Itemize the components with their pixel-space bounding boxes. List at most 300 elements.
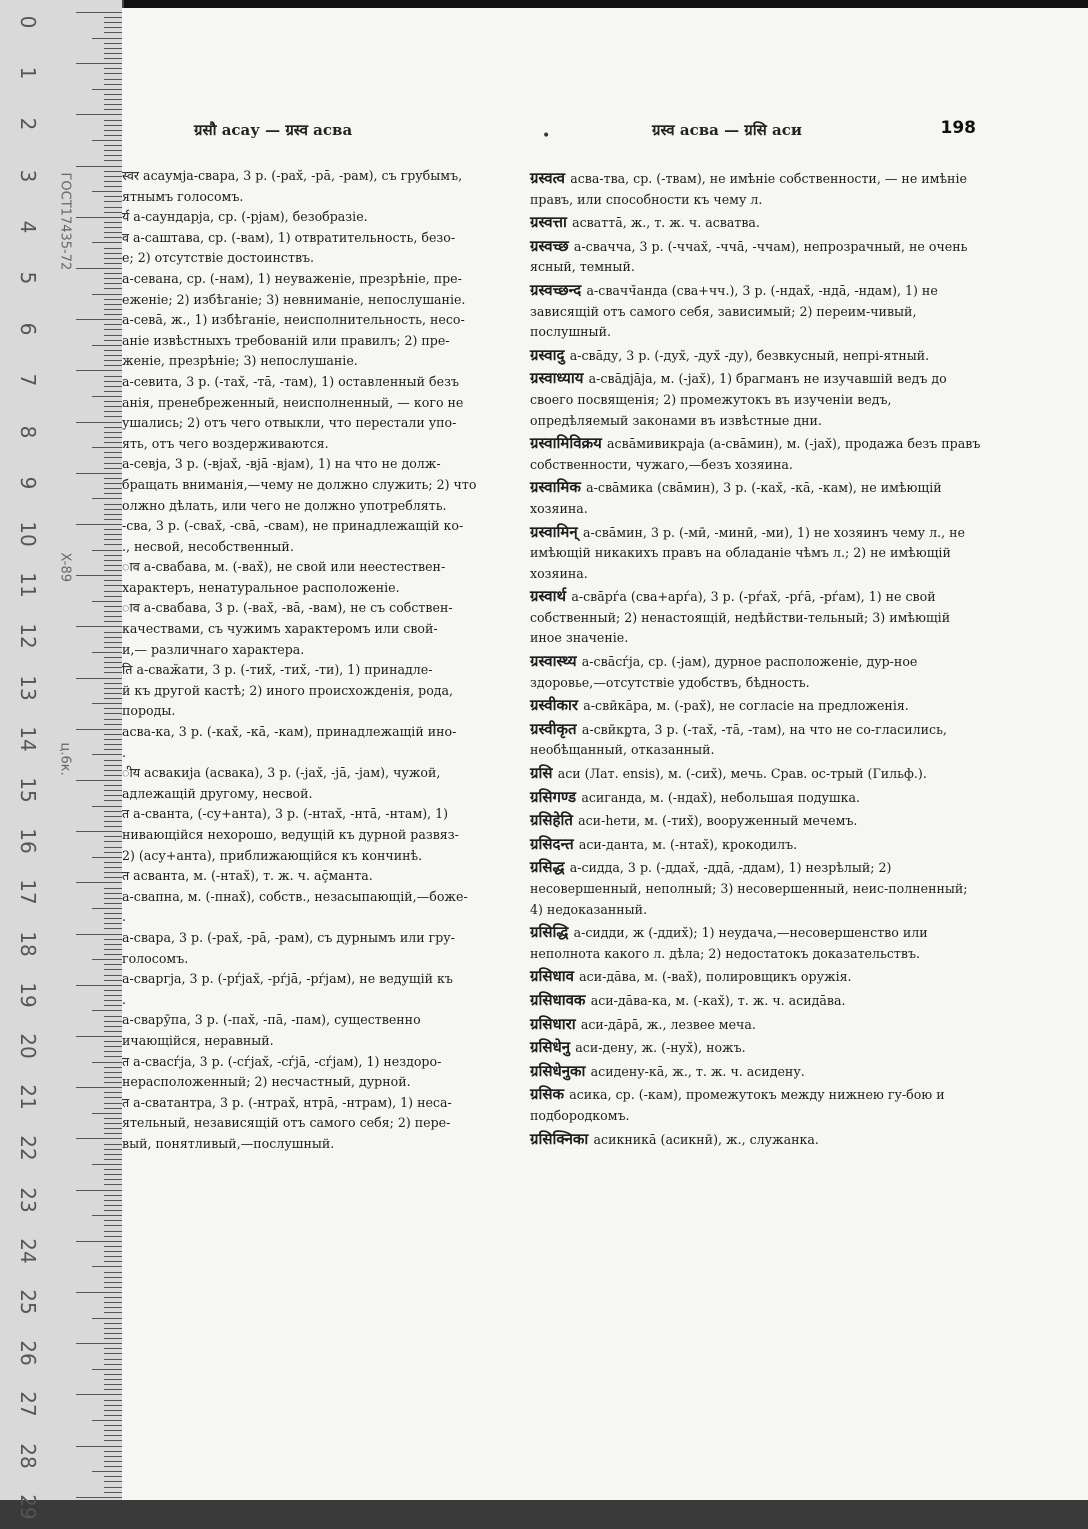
- ruler-tick: [104, 365, 122, 366]
- ruler-tick: [92, 1113, 122, 1114]
- ruler-tick: [104, 606, 122, 607]
- ruler-tick: [104, 944, 122, 945]
- ruler-tick: [104, 534, 122, 535]
- ruler-tick: [104, 73, 122, 74]
- entry-headword: ग्रसिधावक: [530, 990, 591, 1009]
- ruler-tick: [76, 217, 122, 218]
- ruler-tick: [92, 1010, 122, 1011]
- ruler-tick: [104, 416, 122, 417]
- ruler-tick: [104, 519, 122, 520]
- ruler-number: 12: [16, 623, 40, 650]
- entry-definition: аси-данта, м. (-нтах̆), крокодилъ.: [578, 836, 798, 852]
- left-column: [122, 166, 512, 1155]
- ruler-tick: [104, 544, 122, 545]
- ruler-tick: [104, 99, 122, 100]
- ruler-tick: [76, 63, 122, 64]
- ruler-tick: [104, 207, 122, 208]
- ruler-tick: [104, 1200, 122, 1201]
- ruler-tick: [104, 253, 122, 254]
- ruler-tick: [104, 1384, 122, 1385]
- ruler-tick: [104, 713, 122, 714]
- entry-line: нерасположенный; 2) несчастный, дурной.: [122, 1074, 411, 1090]
- dictionary-entry: [530, 966, 982, 988]
- entry-line: характеръ, ненатуральное расположеніе.: [122, 579, 400, 595]
- ruler-tick: [76, 1190, 122, 1191]
- entry-definition: а-сва̄мин, 3 р. (-мӣ, -минӣ, -ми), 1) не хозяинъ чему л., не имѣющій никакихъ правъ на обладаніе чѣмъ л.; 2) не имѣющій хозяина.: [530, 524, 965, 581]
- ruler-tick: [92, 1266, 122, 1267]
- ruler-tick: [104, 1031, 122, 1032]
- ruler-tick: [104, 642, 122, 643]
- ruler-tick: [104, 821, 122, 822]
- ruler-tick: [104, 411, 122, 412]
- ruler-tick: [104, 1026, 122, 1027]
- ruler-tick: [104, 150, 122, 151]
- ruler-tick: [92, 191, 122, 192]
- ruler-tick: [104, 621, 122, 622]
- ruler-tick: [104, 667, 122, 668]
- ruler-tick: [76, 1394, 122, 1395]
- ruler-tick: [104, 1092, 122, 1093]
- ruler-tick: [104, 775, 122, 776]
- ruler-tick: [104, 1067, 122, 1068]
- ruler-tick: [76, 370, 122, 371]
- ruler-number: 17: [16, 879, 40, 906]
- ruler-tick: [92, 550, 122, 551]
- entry-definition: а-сва̄мика (сва̄мин), 3 р. (-ках̆, -ка̄, -кам), не имѣющій хозяина.: [530, 480, 942, 516]
- entry-headword: ग्रस्वार्थ: [530, 587, 572, 606]
- ruler-tick: [104, 1072, 122, 1073]
- ruler-tick: [76, 934, 122, 935]
- ruler-tick: [104, 785, 122, 786]
- entry-headword: ग्रसि: [530, 764, 558, 783]
- ruler-tick: [92, 1318, 122, 1319]
- ruler-number: 7: [16, 374, 40, 387]
- ruler-tick: [76, 319, 122, 320]
- entry-definition: а-сва̄рѓа (сва+арѓа), 3 р. (-рѓах̆, -рѓа̄, -рѓам), 1) не свой собственный; 2) ненастоящій, недѣйстви-тельный; 3) имѣющій иное значеніе.: [530, 589, 951, 646]
- ruler-tick: [104, 560, 122, 561]
- ruler-tick: [104, 1400, 122, 1401]
- ruler-tick: [104, 877, 122, 878]
- ruler-tick: [104, 283, 122, 284]
- entry-line: .: [122, 909, 127, 925]
- entry-definition: а-сва̄сѓја, ср. (-јам), дурное расположеніе, дур-ное здоровье,—отсутствіе удобствъ, бѣдность.: [530, 654, 918, 690]
- ruler-tick: [104, 826, 122, 827]
- ruler-tick: [104, 248, 122, 249]
- ruler-tick: [104, 611, 122, 612]
- entry-definition: асикника̄ (асикнӣ), ж., служанка.: [593, 1131, 819, 1147]
- dictionary-entry: [530, 345, 982, 367]
- ruler-tick: [104, 811, 122, 812]
- ruler-side-label: ГОСТ17435-72: [57, 172, 73, 271]
- entry-line: а-севита, 3 р. (-тах̆, -та̄, -там), 1) оставленный безъ: [122, 373, 459, 389]
- ruler-tick: [104, 493, 122, 494]
- entry-line: व а-саштава, ср. (-вам), 1) отвратительность, безо-: [122, 229, 456, 245]
- ruler-tick: [92, 38, 122, 39]
- ruler-tick: [104, 1021, 122, 1022]
- ruler-tick: [76, 1292, 122, 1293]
- ruler-tick: [76, 114, 122, 115]
- ruler-tick: [92, 447, 122, 448]
- entry-definition: аси-да̄ва-ка, м. (-ках̆), т. ж. ч. асида̄ва.: [590, 992, 846, 1008]
- ruler-tick: [92, 601, 122, 602]
- ruler-tick: [104, 1379, 122, 1380]
- ruler-tick: [104, 688, 122, 689]
- ruler-tick: [104, 1154, 122, 1155]
- ruler-tick: [104, 949, 122, 950]
- ruler-tick: [104, 386, 122, 387]
- ruler-tick: [104, 1195, 122, 1196]
- ruler-number: 21: [16, 1084, 40, 1110]
- ruler-tick: [92, 498, 122, 499]
- ruler-tick: [104, 278, 122, 279]
- ruler-tick: [104, 1430, 122, 1431]
- ruler-tick: [104, 1205, 122, 1206]
- ruler-tick: [104, 350, 122, 351]
- ruler-tick: [104, 355, 122, 356]
- dictionary-entry: [530, 719, 982, 761]
- entry-line: ाव а-свабава, 3 р. (-вах̆, -ва̄, -вам), не съ собствен-: [122, 600, 453, 616]
- ruler-tick: [76, 1241, 122, 1242]
- entry-line: त а-сватантра, 3 р. (-нтрах̆, нтра̄, -нтрам), 1) несa-: [122, 1094, 452, 1110]
- ruler-tick: [76, 780, 122, 781]
- ruler-tick: [76, 678, 122, 679]
- entry-line: голосомъ.: [122, 950, 189, 966]
- ruler-tick: [104, 683, 122, 684]
- ruler-tick: [104, 304, 122, 305]
- ruler-tick: [104, 1128, 122, 1129]
- entry-line: адлежащій другому, несвой.: [122, 785, 313, 801]
- ruler-tick: [104, 1097, 122, 1098]
- ruler-tick: [104, 1359, 122, 1360]
- ruler-tick: [92, 1062, 122, 1063]
- entry-line: ाव а-свабава, м. (-вах̆), не свой или неестествен-: [122, 559, 446, 575]
- ruler-tick: [104, 1364, 122, 1365]
- ruler-tick: [76, 268, 122, 269]
- ruler-tick: [104, 1005, 122, 1006]
- ruler-number: 28: [16, 1442, 40, 1469]
- ruler-number: 29: [16, 1494, 40, 1520]
- entry-definition: а-свачч̆анда (сва+чч.), 3 р. (-ндах̆, -нда̄, -ндам), 1) не зависящій отъ самого себя, зависимый; 2) переим-чивый, послушный.: [530, 282, 938, 340]
- ruler-tick: [104, 724, 122, 725]
- ruler-tick: [104, 442, 122, 443]
- ruler-tick: [104, 27, 122, 28]
- ruler-tick: [104, 1405, 122, 1406]
- entry-line: त а-свасѓја, 3 р. (-сѓјах̆, -сѓја̄, -сѓјам), 1) нездоро-: [122, 1053, 442, 1069]
- ruler-tick: [104, 1307, 122, 1308]
- ruler-number: 23: [16, 1186, 40, 1213]
- entry-line: र्य а-саундарја, ср. (-рјам), безобразіе.: [122, 209, 368, 225]
- dictionary-entry: [530, 236, 982, 278]
- ruler-tick: [104, 1077, 122, 1078]
- ruler-tick: [104, 1333, 122, 1334]
- ruler-tick: [92, 1215, 122, 1216]
- dictionary-entry: [530, 433, 982, 475]
- entry-definition: асиганда, м. (-ндах̆), небольшая подушка.: [581, 789, 860, 805]
- ruler-tick: [104, 872, 122, 873]
- ruler-tick: [104, 898, 122, 899]
- ruler-tick: [104, 1225, 122, 1226]
- ruler-tick: [104, 739, 122, 740]
- ruler-tick: [104, 309, 122, 310]
- ruler-tick: [76, 831, 122, 832]
- ruler-tick: [104, 585, 122, 586]
- measuring-ruler: [0, 0, 124, 1520]
- ruler-tick: [104, 463, 122, 464]
- ruler-tick: [104, 580, 122, 581]
- ruler-tick: [104, 130, 122, 131]
- ruler-tick: [104, 969, 122, 970]
- ruler-tick: [104, 227, 122, 228]
- ruler-tick: [104, 744, 122, 745]
- dictionary-entry: [530, 922, 982, 964]
- ruler-tick: [104, 381, 122, 382]
- entry-line: а-севана, ср. (-нам), 1) неуваженіе, презрѣніе, пре-: [122, 270, 462, 286]
- header-left: ग्रसौ асау — ग्रस्व асва: [194, 121, 353, 139]
- entry-definition: аси (Лат. ensis), м. (-сих̆), мечь. Срав. ос-трый (Гильф.).: [557, 766, 927, 782]
- ruler-number: 15: [16, 777, 40, 803]
- ruler-tick: [104, 1256, 122, 1257]
- ruler-number: 6: [16, 322, 40, 336]
- ruler-tick: [104, 488, 122, 489]
- entry-line: а-сварӯпа, 3 р. (-пах̆, -па̄, -пам), существенно: [122, 1012, 421, 1028]
- ruler-tick: [104, 1287, 122, 1288]
- header-right: ग्रस्व асва — ग्रसि аси: [652, 121, 802, 139]
- ruler-tick: [104, 1481, 122, 1482]
- ruler-tick: [104, 1461, 122, 1462]
- entry-line: еженіе; 2) избѣганіе; 3) невниманіе, непослушаніе.: [122, 291, 466, 307]
- ruler-tick: [76, 1087, 122, 1088]
- dictionary-entry: [530, 695, 982, 717]
- ruler-tick: [104, 1108, 122, 1109]
- ruler-number: 24: [16, 1238, 40, 1264]
- dictionary-entry: [530, 1037, 982, 1059]
- ruler-number: 14: [16, 726, 40, 752]
- ruler-tick: [104, 1174, 122, 1175]
- entry-line: а-свара, 3 р. (-рах̆, -ра̄, -рам), съ дурнымъ или гру-: [122, 929, 455, 945]
- entry-line: а-свапна, м. (-пнах̆), собств., незасыпающій,—боже-: [122, 888, 468, 904]
- ruler-number: 9: [16, 476, 40, 490]
- entry-headword: ग्रसिधेनु: [530, 1038, 576, 1057]
- ruler-tick: [104, 1302, 122, 1303]
- dictionary-entry: [530, 280, 982, 343]
- ruler-tick: [104, 22, 122, 23]
- entry-definition: а-сва̄ду, 3 р. (-дух̆, -дух̆ -ду), безвкусный, непрі-ятный.: [569, 347, 930, 363]
- entry-headword: ग्रस्वामिन्: [530, 522, 583, 541]
- entry-line: ять, отъ чего воздерживаются.: [122, 435, 329, 451]
- ruler-tick: [104, 734, 122, 735]
- ruler-tick: [104, 58, 122, 59]
- ruler-tick: [104, 79, 122, 80]
- entry-definition: асидену-ка̄, ж., т. ж. ч. асидену.: [590, 1063, 805, 1079]
- ruler-tick: [104, 478, 122, 479]
- ruler-tick: [104, 1466, 122, 1467]
- ruler-tick: [104, 795, 122, 796]
- entry-line: а-сваргја, 3 р. (-рѓјах̆, -рѓја̄, -рѓјам), не ведущій къ: [122, 971, 453, 987]
- entry-line: त а-сванта, (-су+анта), 3 р. (-нтах̆, -нта̄, -нтам), 1): [122, 806, 449, 822]
- ruler-tick: [104, 790, 122, 791]
- page-number: 198: [940, 118, 976, 138]
- entry-line: त асванта, м. (-нтах̆), т. ж. ч. аç̄манта.: [122, 868, 373, 884]
- ruler-number: 4: [16, 220, 40, 234]
- ruler-number: 26: [16, 1340, 40, 1366]
- dictionary-entry: [530, 477, 982, 519]
- entry-line: а-севја, 3 р. (-вјах̆, -вја̄ -вјам), 1) на что не долж-: [122, 456, 441, 472]
- ruler-tick: [104, 53, 122, 54]
- ruler-tick: [104, 427, 122, 428]
- entry-headword: ग्रस्वच्छ: [530, 236, 574, 255]
- ruler-tick: [104, 893, 122, 894]
- ruler-tick: [104, 329, 122, 330]
- ruler-tick: [104, 1220, 122, 1221]
- ruler-tick: [104, 176, 122, 177]
- ruler-tick: [104, 1251, 122, 1252]
- ruler-tick: [104, 657, 122, 658]
- ruler-tick: [104, 632, 122, 633]
- header-dot: •: [542, 128, 551, 144]
- entry-line: -сва, 3 р. (-свах̆, -сва̄, -свам), не принадлежащій ко-: [122, 518, 464, 534]
- ruler-tick: [104, 867, 122, 868]
- ruler-tick: [104, 360, 122, 361]
- ruler-tick: [104, 1056, 122, 1057]
- ruler-tick: [104, 324, 122, 325]
- ruler-tick: [104, 483, 122, 484]
- ruler-number: 11: [16, 572, 40, 598]
- entry-headword: ग्रस्वत्व: [530, 169, 571, 187]
- dictionary-entry: [530, 1129, 982, 1151]
- ruler-tick: [104, 1312, 122, 1313]
- ruler-tick: [104, 1231, 122, 1232]
- ruler-tick: [104, 135, 122, 136]
- ruler-tick: [104, 1082, 122, 1083]
- ruler-number: 13: [16, 674, 40, 701]
- ruler-tick: [104, 847, 122, 848]
- ruler-tick: [104, 698, 122, 699]
- entry-definition: а-сидди, ж (-ддих̆); 1) неудача,—несовершенство или неполнота какого л. дѣла; 2) недостатокъ доказательствъ.: [530, 925, 928, 961]
- ruler-tick: [104, 591, 122, 592]
- ruler-tick: [104, 913, 122, 914]
- entry-definition: аси-да̄ра̄, ж., лезвее меча.: [580, 1016, 756, 1032]
- ruler-tick: [92, 806, 122, 807]
- ruler-tick: [104, 84, 122, 85]
- ruler-tick: [104, 514, 122, 515]
- ruler-tick: [104, 258, 122, 259]
- ruler-tick: [92, 1471, 122, 1472]
- ruler-tick: [76, 1497, 122, 1498]
- ruler-tick: [104, 160, 122, 161]
- ruler-tick: [104, 637, 122, 638]
- entry-headword: ग्रसिद्धि: [530, 923, 574, 942]
- ruler-number: 16: [16, 828, 40, 854]
- ruler-tick: [104, 201, 122, 202]
- entry-line: а-сева̄, ж., 1) избѣганіе, неисполнительность, несо-: [122, 312, 465, 328]
- ruler-tick: [104, 975, 122, 976]
- ruler-tick: [104, 836, 122, 837]
- ruler-tick: [104, 104, 122, 105]
- entry-headword: ग्रस्वास्थ्य: [530, 652, 582, 671]
- dictionary-entry: [530, 1014, 982, 1036]
- ruler-tick: [104, 923, 122, 924]
- ruler-tick: [104, 1103, 122, 1104]
- ruler-tick: [104, 1338, 122, 1339]
- entry-line: ушались; 2) отъ чего отвыкли, что перестали упо-: [122, 415, 457, 431]
- entry-headword: ग्रस्वत्ता: [530, 213, 573, 232]
- dictionary-entry: [530, 857, 982, 920]
- ruler-tick: [104, 616, 122, 617]
- entry-line: .: [122, 744, 127, 760]
- ruler-number: 5: [16, 271, 40, 285]
- ruler-tick: [92, 703, 122, 704]
- ruler-tick: [104, 708, 122, 709]
- ruler-tick: [104, 672, 122, 673]
- scan-top-edge: [0, 0, 1088, 8]
- ruler-tick: [104, 212, 122, 213]
- ruler-number: 2: [16, 118, 40, 131]
- ruler-tick: [92, 754, 122, 755]
- ruler-tick: [104, 432, 122, 433]
- entry-definition: а-свӣка̄ра, м. (-рах̆), не согласіе на предложенія.: [583, 698, 909, 714]
- ruler-number: 8: [16, 425, 40, 438]
- ruler-tick: [92, 396, 122, 397]
- ruler-number: 25: [16, 1289, 40, 1315]
- ruler-tick: [104, 570, 122, 571]
- ruler-tick: [104, 1297, 122, 1298]
- entry-headword: ग्रसिद्ध: [530, 858, 570, 877]
- ruler-tick: [104, 1328, 122, 1329]
- ruler-tick: [104, 94, 122, 95]
- ruler-tick: [104, 841, 122, 842]
- ruler-tick: [104, 903, 122, 904]
- ruler-tick: [104, 954, 122, 955]
- entry-definition: а-свачча, 3 р. (-ччах̆, -чча̄, -ччам), непрозрачный, не очень ясный, темный.: [530, 238, 968, 275]
- ruler-tick: [92, 294, 122, 295]
- dictionary-page: [122, 8, 1088, 1500]
- ruler-tick: [104, 1016, 122, 1017]
- ruler-tick: [104, 1051, 122, 1052]
- ruler-number: 3: [16, 169, 40, 182]
- ruler-tick: [104, 1492, 122, 1493]
- entry-line: анія, пренебреженный, неисполненный, — кого не: [122, 394, 464, 410]
- ruler-tick: [104, 273, 122, 274]
- ruler-tick: [104, 43, 122, 44]
- ruler-tick: [104, 888, 122, 889]
- ruler-tick: [92, 242, 122, 243]
- entry-line: е; 2) отсутствіе достоинствъ.: [122, 250, 315, 266]
- entry-headword: ग्रसिगण्ड: [530, 787, 582, 806]
- ruler-tick: [104, 1144, 122, 1145]
- ruler-tick: [76, 473, 122, 474]
- ruler-tick: [92, 345, 122, 346]
- entry-line: ति а-сваӂати, 3 р. (-тих̆, -тих̆, -ти), 1) принадле-: [122, 662, 433, 678]
- ruler-tick: [104, 770, 122, 771]
- ruler-tick: [104, 457, 122, 458]
- entry-line: .: [122, 991, 127, 1007]
- ruler-tick: [104, 1451, 122, 1452]
- ruler-number: 0: [16, 15, 40, 29]
- ruler-tick: [104, 995, 122, 996]
- entry-headword: ग्रस्वामिक: [530, 478, 587, 497]
- dictionary-entry: [530, 586, 982, 649]
- entry-line: вый, понятливый,—послушный.: [122, 1135, 335, 1151]
- ruler-tick: [76, 1138, 122, 1139]
- ruler-tick: [104, 1272, 122, 1273]
- ruler-tick: [104, 928, 122, 929]
- entry-definition: а-сва̄дја̄ја, м. (-јах̆), 1) брагманъ не изучавшій ведъ до своего посвященія; 2) промежутокъ въ изученіи ведъ, опредѣляемый законами въ извѣстные дни.: [530, 371, 947, 428]
- ruler-tick: [104, 1210, 122, 1211]
- entry-headword: ग्रसिहेति: [530, 811, 579, 830]
- ruler-tick: [76, 12, 122, 13]
- ruler-tick: [104, 299, 122, 300]
- ruler-tick: [104, 647, 122, 648]
